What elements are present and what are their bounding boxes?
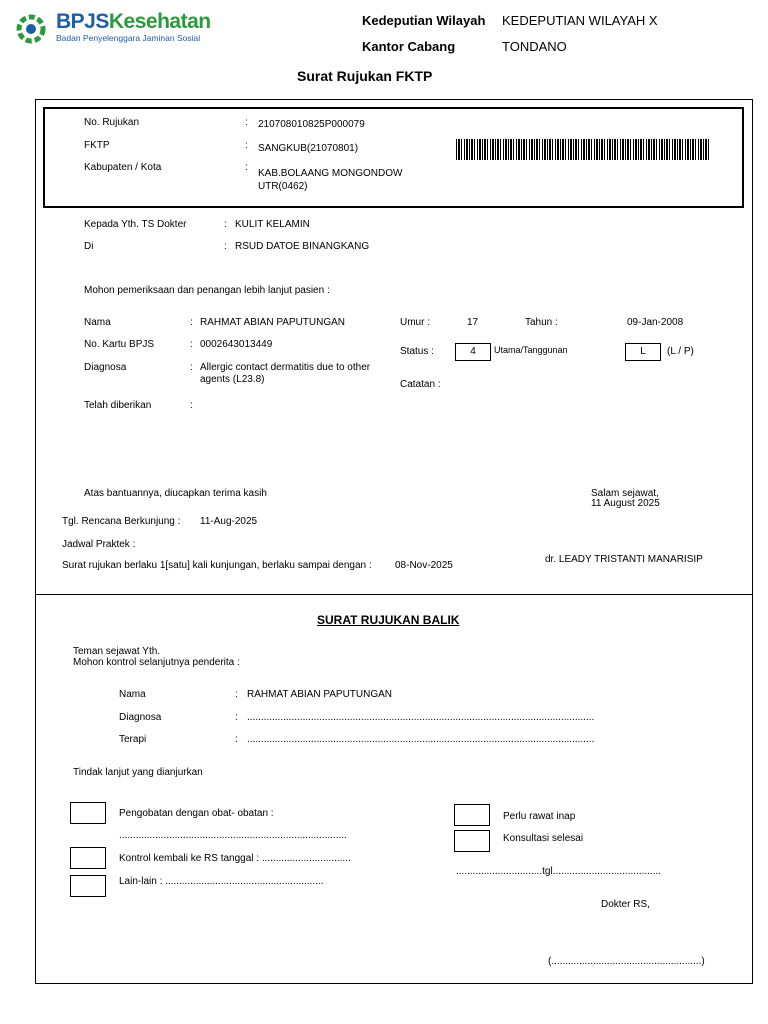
signature-line: (......................................................) bbox=[548, 956, 705, 967]
letter-date: 11 August 2025 bbox=[591, 498, 660, 509]
request-text: Mohon pemeriksaan dan penangan lebih lanjut pasien : bbox=[84, 285, 330, 296]
gender-hint: (L / P) bbox=[667, 346, 694, 357]
lain-checkbox[interactable] bbox=[70, 875, 106, 897]
validity-text: Surat rujukan berlaku 1[satu] kali kunjungan, berlaku sampai dengan : bbox=[62, 560, 372, 571]
colon: : bbox=[245, 117, 248, 128]
tahun-value: 09-Jan-2008 bbox=[627, 317, 684, 328]
kartu-label: No. Kartu BPJS bbox=[84, 339, 155, 350]
tahun-label: Tahun : bbox=[525, 317, 558, 328]
balik-nama-value: RAHMAT ABIAN PAPUTUNGAN bbox=[247, 689, 393, 700]
kepada-label: Kepada Yth. TS Dokter bbox=[84, 219, 187, 230]
colon: : bbox=[245, 162, 248, 173]
brand-logo-text: BPJSKesehatan bbox=[56, 10, 211, 33]
no-rujukan-value: 210708010825P000079 bbox=[258, 119, 365, 130]
dokter-rs-label: Dokter RS, bbox=[601, 899, 650, 910]
opt-konsul-label: Konsultasi selesai bbox=[503, 833, 584, 844]
nama-value: RAHMAT ABIAN PAPUTUNGAN bbox=[200, 317, 346, 328]
colon: : bbox=[190, 362, 193, 373]
opt-obat-label: Pengobatan dengan obat- obatan : bbox=[119, 808, 274, 819]
status-box: 4 bbox=[455, 343, 491, 361]
thanks-text: Atas bantuannya, diucapkan terima kasih bbox=[84, 488, 267, 499]
balik-terapi-dots: ............................................................................................................................. bbox=[247, 734, 595, 745]
rencana-value: 11-Aug-2025 bbox=[200, 516, 258, 527]
greeting-line2: Mohon kontrol selanjutnya penderita : bbox=[73, 657, 240, 668]
no-rujukan-label: No. Rujukan bbox=[84, 117, 140, 128]
colon: : bbox=[235, 712, 238, 723]
telah-diberikan-label: Telah diberikan bbox=[84, 400, 152, 411]
colon: : bbox=[235, 734, 238, 745]
colon: : bbox=[190, 339, 193, 350]
di-label: Di bbox=[84, 241, 94, 252]
kontrol-checkbox[interactable] bbox=[70, 847, 106, 869]
salam-text: Salam sejawat, bbox=[591, 488, 659, 499]
colon: : bbox=[224, 241, 227, 252]
page-title: Surat Rujukan FKTP bbox=[297, 68, 433, 84]
barcode bbox=[456, 139, 710, 160]
tindak-label: Tindak lanjut yang dianjurkan bbox=[73, 767, 203, 778]
colon: : bbox=[235, 689, 238, 700]
colon: : bbox=[190, 400, 193, 411]
doctor-name: dr. LEADY TRISTANTI MANARISIP bbox=[545, 554, 703, 565]
kabupaten-label: Kabupaten / Kota bbox=[84, 162, 162, 173]
kabupaten-value-line2: UTR(0462) bbox=[258, 181, 308, 192]
fktp-value: SANGKUB(21070801) bbox=[258, 143, 359, 154]
greeting-line1: Teman sejawat Yth. bbox=[73, 646, 161, 657]
colon: : bbox=[224, 219, 227, 230]
kedeputian-value: KEDEPUTIAN WILAYAH X bbox=[502, 13, 658, 28]
colon: : bbox=[245, 140, 248, 151]
kantor-label: Kantor Cabang bbox=[362, 39, 456, 54]
kepada-value: KULIT KELAMIN bbox=[235, 219, 310, 230]
konsul-checkbox[interactable] bbox=[454, 830, 490, 852]
obat-dots: .................................................................................. bbox=[119, 830, 347, 841]
di-value: RSUD DATOE BINANGKANG bbox=[235, 241, 370, 252]
nama-label: Nama bbox=[84, 317, 111, 328]
rawat-checkbox[interactable] bbox=[454, 804, 490, 826]
obat-checkbox[interactable] bbox=[70, 802, 106, 824]
gender-box: L bbox=[625, 343, 661, 361]
balik-diagnosa-label: Diagnosa bbox=[119, 712, 162, 723]
fktp-label: FKTP bbox=[84, 140, 110, 151]
balik-diagnosa-dots: ............................................................................................................................. bbox=[247, 712, 595, 723]
umur-value: 17 bbox=[467, 317, 479, 328]
diagnosa-label: Diagnosa bbox=[84, 362, 127, 373]
validity-date: 08-Nov-2025 bbox=[395, 560, 453, 571]
kantor-value: TONDANO bbox=[502, 39, 567, 54]
bpjs-logo-icon bbox=[16, 14, 46, 44]
opt-kontrol-label: Kontrol kembali ke RS tanggal : ................................ bbox=[119, 853, 351, 864]
jadwal-label: Jadwal Praktek : bbox=[62, 539, 136, 550]
balik-terapi-label: Terapi bbox=[119, 734, 147, 745]
opt-rawat-label: Perlu rawat inap bbox=[503, 811, 576, 822]
diagnosa-line1: Allergic contact dermatitis due to other bbox=[200, 362, 371, 373]
colon: : bbox=[190, 317, 193, 328]
kartu-value: 0002643013449 bbox=[200, 339, 273, 350]
kabupaten-value-line1: KAB.BOLAANG MONGONDOW bbox=[258, 168, 403, 179]
tgl-line: ...............................tgl....................................... bbox=[456, 866, 662, 877]
brand-tagline: Badan Penyelenggara Jaminan Sosial bbox=[56, 33, 201, 43]
status-label: Status : bbox=[400, 346, 434, 357]
rencana-label: Tgl. Rencana Berkunjung : bbox=[62, 516, 181, 527]
balik-title: SURAT RUJUKAN BALIK bbox=[317, 613, 460, 627]
diagnosa-line2: agents (L23.8) bbox=[200, 374, 265, 385]
umur-label: Umur : bbox=[400, 317, 430, 328]
balik-nama-label: Nama bbox=[119, 689, 146, 700]
utama-label: Utama/Tanggunan bbox=[494, 345, 568, 355]
opt-lain-label: Lain-lain : ......................................................... bbox=[119, 876, 324, 887]
kedeputian-label: Kedeputian Wilayah bbox=[362, 13, 486, 28]
catatan-label: Catatan : bbox=[400, 379, 441, 390]
